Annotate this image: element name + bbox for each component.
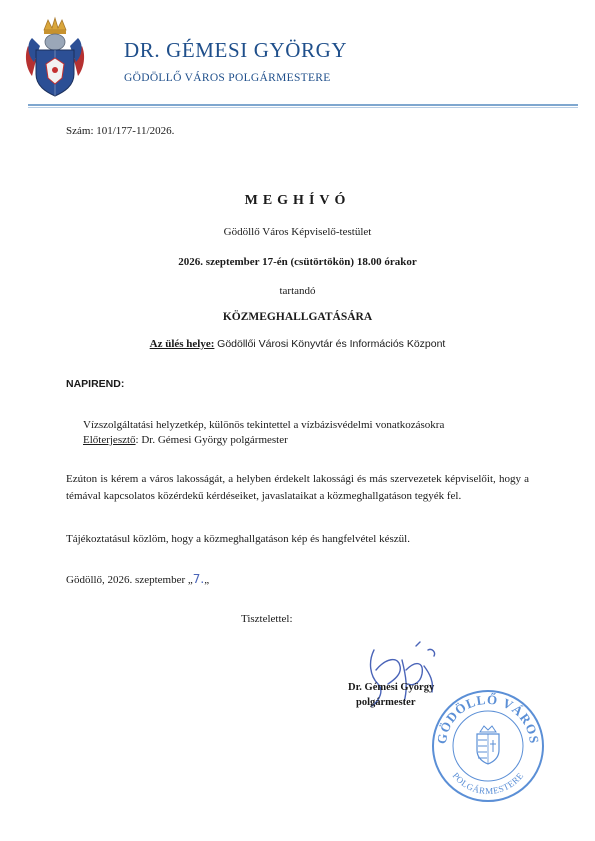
presenter-label: Előterjesztő xyxy=(83,434,136,446)
meeting-date: 2026. szeptember 17-én (csütörtökön) 18.00 órakor xyxy=(178,256,417,268)
agenda-item: Vízszolgáltatási helyzetkép, különös tekintettel a vízbázisvédelmi vonatkozásokra xyxy=(83,419,445,431)
handwritten-day: 7. xyxy=(192,572,205,586)
paragraph-invitation: Ezúton is kérem a város lakosságát, a helyben érdekelt lakossági és más szervezetek képviselőit, hogy a témával kapcsolatos közérdekű kérdéseiket, javaslataikat a közmeghallgatáson tegyék fel. xyxy=(66,473,529,502)
place-date-text: Gödöllő, 2026. szeptember „ xyxy=(66,574,193,586)
signer-title: polgármester xyxy=(356,697,416,708)
event-name: KÖZMEGHALLGATÁSÁRA xyxy=(222,311,373,323)
header-subtitle: GÖDÖLLŐ VÁROS POLGÁRMESTERE xyxy=(124,72,331,84)
tartando-text: tartandó xyxy=(279,285,316,297)
presenter-line xyxy=(83,434,288,446)
stamp-bottom-text: POLGÁRMESTERE xyxy=(450,770,526,797)
venue-line xyxy=(0,338,595,350)
header-rule xyxy=(28,104,578,106)
venue-name: Gödöllői Városi Könyvtár és Információs Központ xyxy=(217,338,446,350)
body-name: Gödöllő Város Képviselő-testület xyxy=(223,226,372,238)
document-title: MEGHÍVÓ xyxy=(244,193,351,208)
paragraph-notice: Tájékoztatásul közlöm, hogy a közmeghallgatáson kép és hangfelvétel készül. xyxy=(66,533,410,545)
stamp-top-text: GÖDÖLLŐ VÁROS xyxy=(433,691,543,745)
svg-text:POLGÁRMESTERE xyxy=(451,771,526,797)
reference-number: Szám: 101/177-11/2026. xyxy=(66,125,175,137)
closing-text: Tisztelettel: xyxy=(241,613,293,625)
official-stamp xyxy=(430,688,546,804)
venue-label: Az ülés helye: xyxy=(149,338,215,350)
presenter-name: : Dr. Gémesi György polgármester xyxy=(135,434,288,446)
signer-name: Dr. Gémesi György xyxy=(348,682,435,693)
coat-of-arms-logo xyxy=(22,16,88,98)
place-date xyxy=(66,572,209,586)
agenda-heading: NAPIREND: xyxy=(66,378,125,390)
header-rule-thin xyxy=(28,107,578,108)
header-name: DR. GÉMESI GYÖRGY xyxy=(124,38,348,62)
place-date-end: „ xyxy=(204,574,210,586)
